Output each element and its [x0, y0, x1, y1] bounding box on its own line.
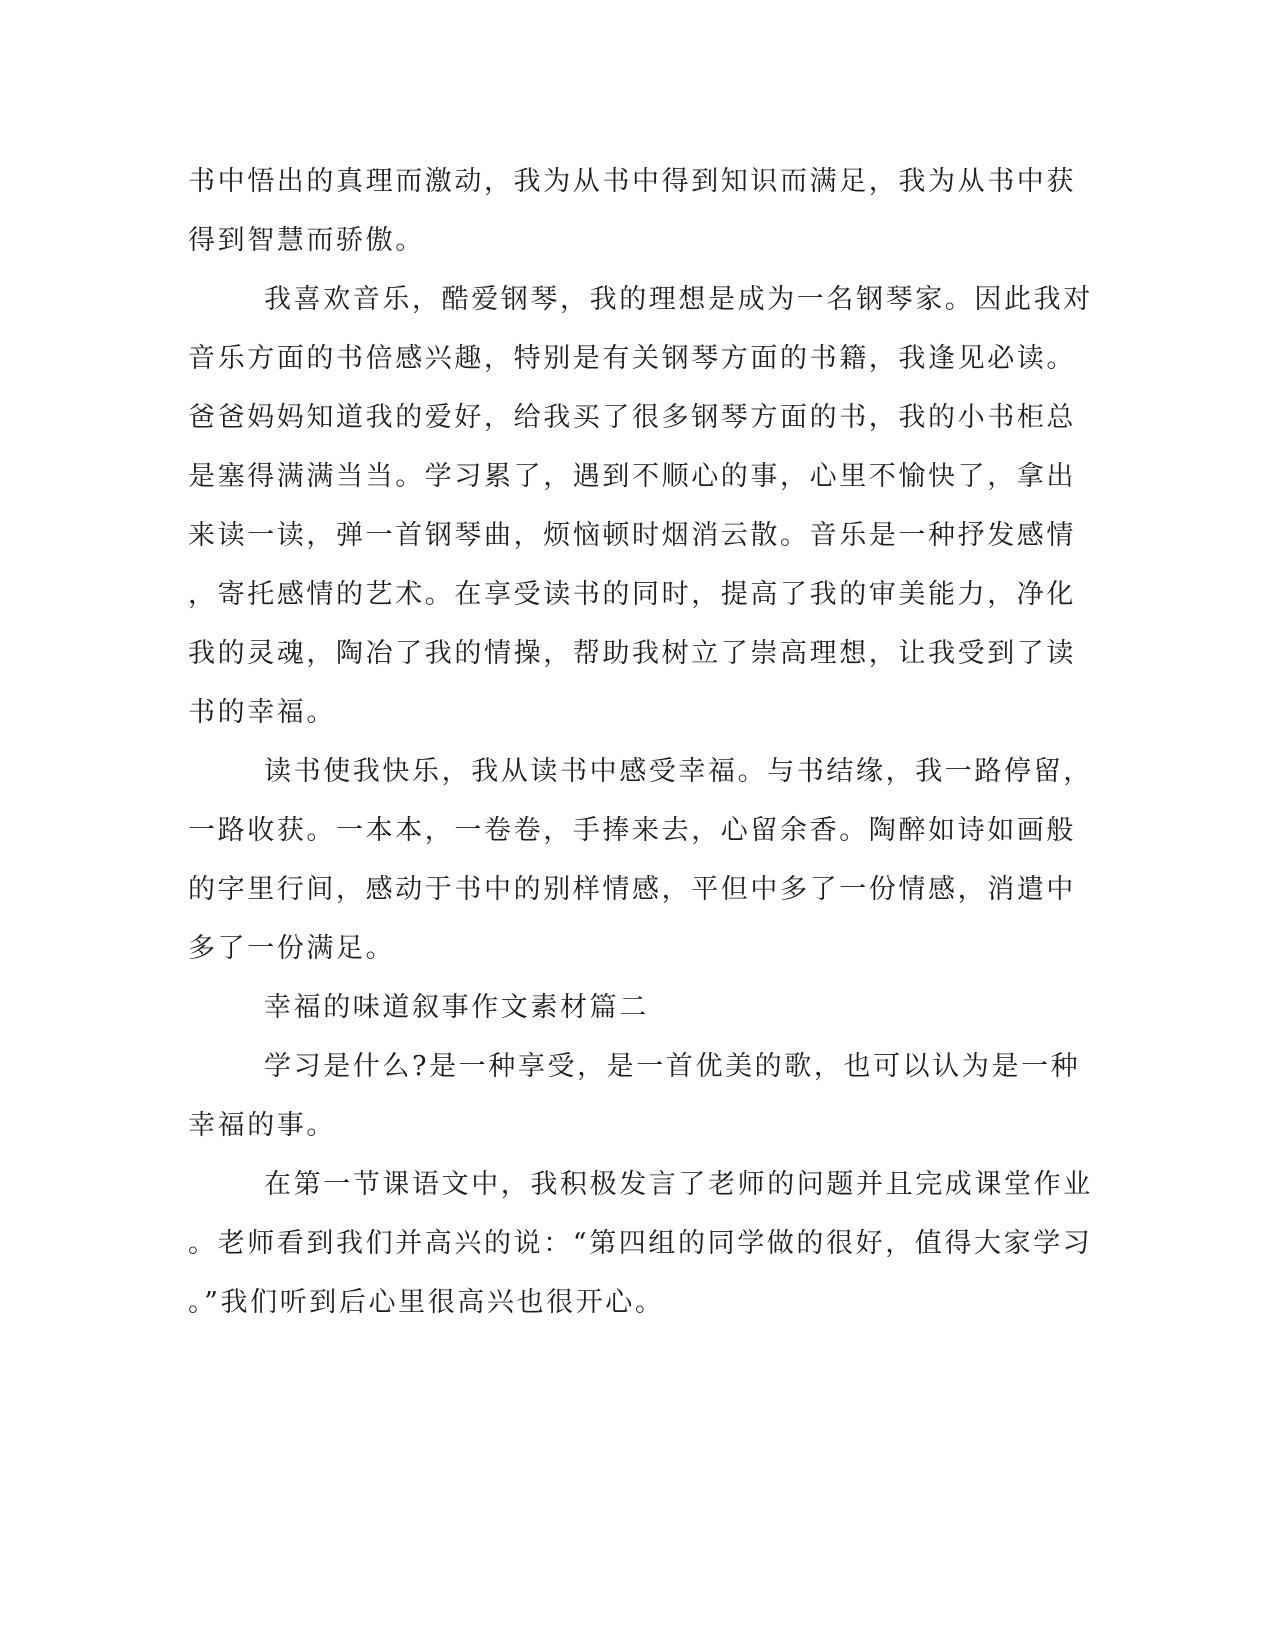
paragraph-first-line: 读书使我快乐，我从读书中感受幸福。与书结缘，我一路停留， — [264, 756, 1093, 787]
paragraph-first-line: 学习是什么?是一种享受，是一首优美的歌，也可以认为是一种 — [264, 1051, 1081, 1082]
text-line: 幸福的事。 — [188, 1110, 336, 1141]
text-line: 音乐方面的书倍感兴趣，特别是有关钢琴方面的书籍，我逢见必读。 — [188, 343, 1076, 374]
text-line: 一路收获。一本本，一卷卷，手捧来去，心留余香。陶醉如诗如画般 — [188, 815, 1076, 846]
section-heading: 幸福的味道叙事作文素材篇二 — [264, 992, 649, 1023]
text-line: 。老师看到我们并高兴的说：“第四组的同学做的很好，值得大家学习 — [188, 1228, 1093, 1259]
text-line: 爸爸妈妈知道我的爱好，给我买了很多钢琴方面的书，我的小书柜总 — [188, 402, 1076, 433]
text-line: 书的幸福。 — [188, 697, 336, 728]
text-line: 我的灵魂，陶冶了我的情操，帮助我树立了崇高理想，让我受到了读 — [188, 638, 1076, 669]
text-line: ，寄托感情的艺术。在享受读书的同时，提高了我的审美能力，净化 — [188, 579, 1076, 610]
text-line: 得到智慧而骄傲。 — [188, 225, 425, 256]
text-line: 。”我们听到后心里很高兴也很开心。 — [188, 1287, 665, 1318]
paragraph-first-line: 我喜欢音乐，酷爱钢琴，我的理想是成为一名钢琴家。因此我对 — [264, 284, 1093, 315]
text-line: 多了一份满足。 — [188, 933, 396, 964]
text-line: 来读一读，弹一首钢琴曲，烦恼顿时烟消云散。音乐是一种抒发感情 — [188, 520, 1076, 551]
text-line: 是塞得满满当当。学习累了，遇到不顺心的事，心里不愉快了，拿出 — [188, 461, 1076, 492]
paragraph-first-line: 在第一节课语文中，我积极发言了老师的问题并且完成课堂作业 — [264, 1169, 1093, 1200]
text-line: 的字里行间，感动于书中的别样情感，平但中多了一份情感，消遣中 — [188, 874, 1076, 905]
text-line: 书中悟出的真理而激动，我为从书中得到知识而满足，我为从书中获 — [188, 166, 1076, 197]
